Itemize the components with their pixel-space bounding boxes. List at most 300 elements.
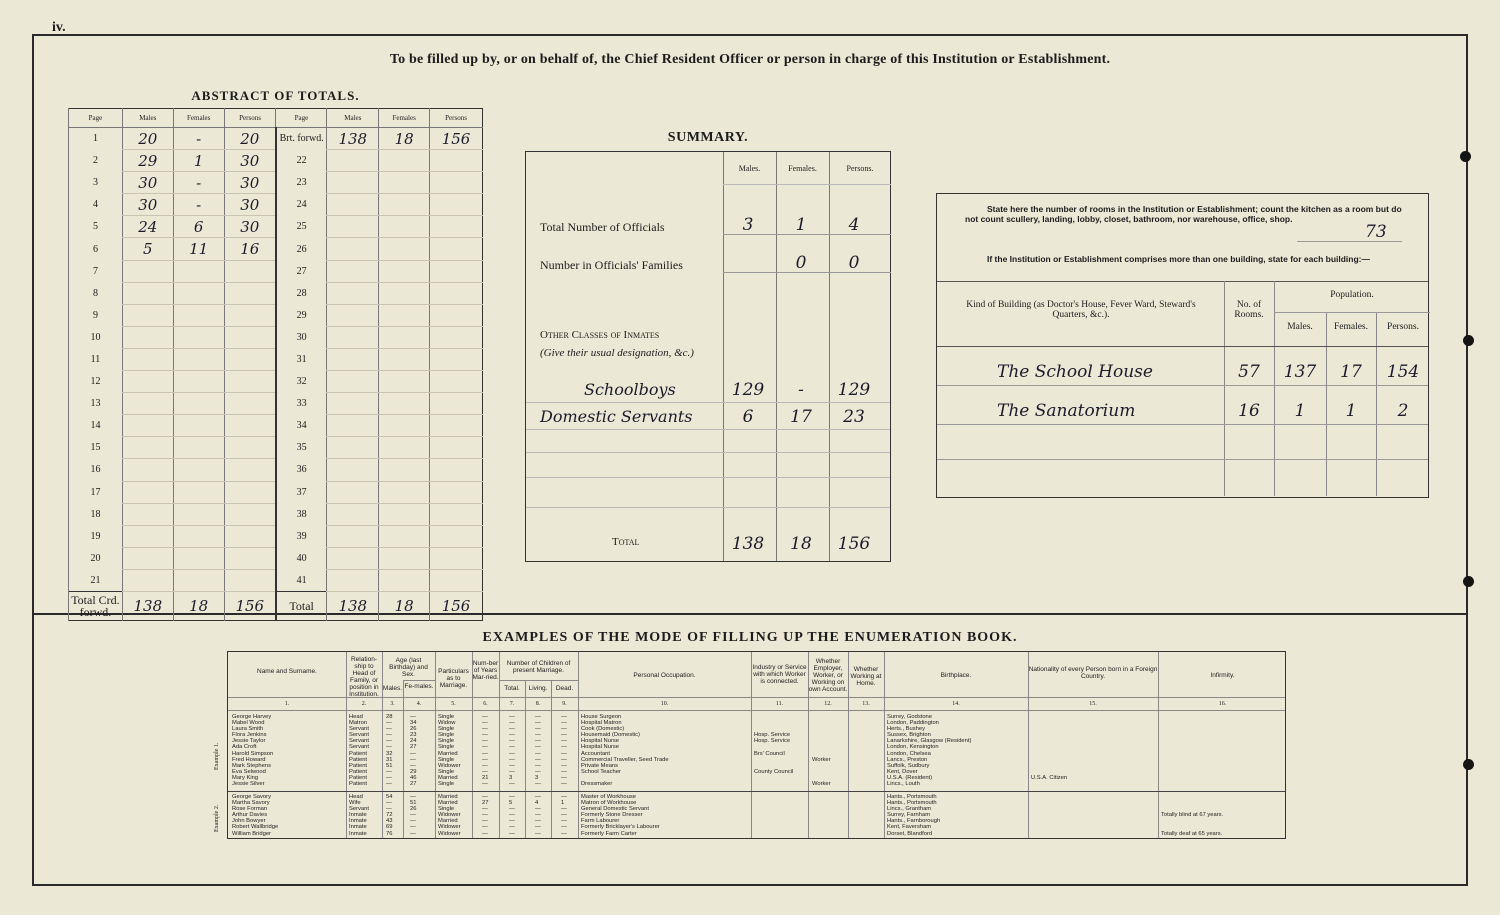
abstract-row xyxy=(69,172,483,194)
example-ch-living-column: — — — — — — — — — — 3 — xyxy=(535,714,541,788)
abstract-value-cell: 5 xyxy=(122,238,173,260)
abstract-page-cell: 7 xyxy=(69,260,123,282)
abstract-page-cell: 12 xyxy=(69,371,123,393)
example-ch-living-column: — 4 — — — — — xyxy=(535,794,541,837)
abstract-value-cell xyxy=(430,503,483,525)
building-kind: The School House xyxy=(997,362,1153,382)
abstract-value-cell xyxy=(327,371,379,393)
abstract-value-cell xyxy=(173,459,224,481)
no-of-rooms-header: No. of Rooms. xyxy=(1234,300,1264,320)
abstract-value-cell: 24 xyxy=(122,216,173,238)
abstract-value-cell: 30 xyxy=(224,172,276,194)
abstract-total-cell: 18 xyxy=(379,591,430,620)
abstract-value-cell xyxy=(379,304,430,326)
abstract-row xyxy=(69,503,483,525)
abstract-value-cell xyxy=(379,348,430,370)
ex-header-nationality: Nationality of every Person born in a Foreign Country. xyxy=(1028,666,1158,680)
example-age-females-column: — 51 26 — — — — xyxy=(410,794,417,837)
abstract-page-cell: 16 xyxy=(69,459,123,481)
building-persons: 2 xyxy=(1397,401,1409,421)
abstract-value-cell xyxy=(430,304,483,326)
abstract-page-cell: 5 xyxy=(69,216,123,238)
ex-column-number: 2. xyxy=(361,701,367,707)
ex-column-number: 5. xyxy=(451,701,456,707)
building-females: 17 xyxy=(1340,362,1362,382)
abstract-page-cell: 38 xyxy=(276,503,327,525)
abstract-value-cell: - xyxy=(173,128,224,150)
abstract-value-cell xyxy=(430,216,483,238)
abstract-page-cell: 1 xyxy=(69,128,123,150)
abstract-page-cell: 27 xyxy=(276,260,327,282)
abstract-value-cell xyxy=(224,348,276,370)
abstract-page-cell: 8 xyxy=(69,282,123,304)
building-instruction: If the Institution or Establishment comprises more than one building, state for each building:— xyxy=(987,254,1371,264)
abstract-value-cell xyxy=(122,393,173,415)
abstract-page-cell: 29 xyxy=(276,304,327,326)
abstract-title: ABSTRACT OF TOTALS. xyxy=(191,88,360,103)
ex-column-number: 13. xyxy=(862,701,870,707)
abstract-value-cell xyxy=(430,172,483,194)
abstract-page-cell: 34 xyxy=(276,415,327,437)
summary-total-females: 18 xyxy=(790,534,812,554)
abstract-page-cell: 40 xyxy=(276,547,327,569)
abstract-value-cell xyxy=(122,260,173,282)
example-occupation-column: Master of Workhouse Matron of Workhouse General Domestic Servant Formerly Stone Dresser Farm Labourer Formerly Bricklayer's Labourer Formerly Farm Carter xyxy=(581,794,660,837)
rooms-table xyxy=(936,193,1429,498)
ex-header-children-dead: Dead. xyxy=(555,685,574,692)
abstract-value-cell xyxy=(379,481,430,503)
ex-header-age-females: Fe-males. xyxy=(404,683,434,690)
abstract-value-cell xyxy=(327,304,379,326)
ex-header-children: Number of Children of present Marriage. xyxy=(506,660,571,674)
building-males: 137 xyxy=(1283,362,1317,382)
page-number: iv. xyxy=(52,20,66,35)
abstract-value-cell xyxy=(173,415,224,437)
abstract-page-cell: 36 xyxy=(276,459,327,481)
abstract-header-3: Persons xyxy=(224,109,276,128)
abstract-value-cell xyxy=(173,569,224,591)
other-classes-note: (Give their usual designation, &c.) xyxy=(540,347,694,359)
example-industry-column: Hosp. Service Hosp. Service Brs' Council County Council xyxy=(754,732,794,775)
abstract-total-cell: Total Crd. forwd. xyxy=(69,591,123,620)
abstract-value-cell xyxy=(173,393,224,415)
ex-column-number: 8. xyxy=(535,701,541,707)
example-years-column: — 27 — — — — — xyxy=(482,794,489,837)
abstract-value-cell xyxy=(379,172,430,194)
example-age-males-column: 54 — — 72 43 69 76 xyxy=(386,794,393,837)
abstract-value-cell: 20 xyxy=(122,128,173,150)
abstract-value-cell xyxy=(327,238,379,260)
abstract-value-cell xyxy=(224,437,276,459)
inmate-females: - xyxy=(798,380,804,400)
abstract-page-cell: 30 xyxy=(276,326,327,348)
page-heading: To be filled up by, or on behalf of, the Chief Resident Officer or person in charge of this Institution or Establishment. xyxy=(389,52,1111,67)
example-2-label: Example 2. xyxy=(214,804,220,832)
example-age-males-column: 28 — — — — — 32 31 51 — — — xyxy=(386,714,393,788)
abstract-header-5: Males xyxy=(327,109,379,128)
abstract-page-cell: 22 xyxy=(276,150,327,172)
abstract-value-cell xyxy=(224,569,276,591)
abstract-value-cell: 30 xyxy=(122,194,173,216)
building-persons: 154 xyxy=(1386,362,1420,382)
abstract-value-cell xyxy=(430,260,483,282)
families-label: Number in Officials' Families xyxy=(540,258,683,272)
abstract-value-cell xyxy=(173,371,224,393)
example-years-column: — — — — — — — — — — 21 — xyxy=(482,714,489,788)
abstract-value-cell xyxy=(173,326,224,348)
abstract-value-cell xyxy=(173,348,224,370)
abstract-row xyxy=(69,569,483,591)
abstract-header-0: Page xyxy=(69,109,123,128)
abstract-value-cell xyxy=(379,415,430,437)
example-age-females-column: — 34 26 23 24 27 — — — 29 46 27 xyxy=(410,714,417,788)
abstract-value-cell xyxy=(327,393,379,415)
abstract-value-cell xyxy=(379,525,430,547)
building-males: 1 xyxy=(1294,401,1306,421)
pop-males-header: Males. xyxy=(1287,322,1313,332)
abstract-value-cell xyxy=(430,415,483,437)
abstract-row xyxy=(69,437,483,459)
abstract-row xyxy=(69,348,483,370)
example-employer-column: Worker Worker xyxy=(812,756,831,788)
abstract-value-cell xyxy=(173,525,224,547)
abstract-value-cell xyxy=(173,260,224,282)
abstract-value-cell: 29 xyxy=(122,150,173,172)
example-marriage-column: Single Widow Single Single Single Single Married Single Widower Single Married Single xyxy=(438,714,461,788)
abstract-value-cell xyxy=(327,569,379,591)
abstract-value-cell xyxy=(173,282,224,304)
abstract-page-cell: 39 xyxy=(276,525,327,547)
abstract-value-cell xyxy=(224,371,276,393)
inmate-persons: 129 xyxy=(837,380,871,400)
abstract-value-cell xyxy=(327,282,379,304)
examples-title: EXAMPLES OF THE MODE OF FILLING UP THE ENUMERATION BOOK. xyxy=(482,630,1018,645)
ex-header-age-males: Males. xyxy=(382,685,403,692)
abstract-value-cell xyxy=(430,525,483,547)
rooms-count: 73 xyxy=(1365,222,1387,242)
example-occupation-column: House Surgeon Hospital Matron Cook (Domestic) Housemaid (Domestic) Hospital Nurse Hospital Nurse Accountant Commercial Traveller, Seed Trade Private Means School Teacher Dressmaker xyxy=(581,714,669,788)
abstract-value-cell: 11 xyxy=(173,238,224,260)
abstract-value-cell xyxy=(430,326,483,348)
abstract-value-cell: 30 xyxy=(122,172,173,194)
abstract-value-cell xyxy=(173,503,224,525)
abstract-row xyxy=(69,150,483,172)
ex-header-age: Age (last Birthday) and Sex. xyxy=(389,657,428,678)
abstract-value-cell xyxy=(173,437,224,459)
abstract-value-cell xyxy=(430,194,483,216)
abstract-value-cell xyxy=(430,569,483,591)
families-persons: 0 xyxy=(848,253,860,273)
abstract-value-cell xyxy=(173,304,224,326)
abstract-page-cell: 31 xyxy=(276,348,327,370)
example-relationship-column: Head Wife Servant Inmate Inmate Inmate Inmate xyxy=(349,794,369,837)
abstract-value-cell xyxy=(327,216,379,238)
summary-total-persons: 156 xyxy=(837,534,871,554)
abstract-row xyxy=(69,459,483,481)
example-ch-dead-column: — — — — — — — — — — — — xyxy=(561,714,567,788)
abstract-total-cell: 18 xyxy=(173,591,224,620)
abstract-page-cell: 20 xyxy=(69,547,123,569)
abstract-row xyxy=(69,304,483,326)
abstract-page-cell: 4 xyxy=(69,194,123,216)
abstract-value-cell xyxy=(327,547,379,569)
abstract-page-cell: 35 xyxy=(276,437,327,459)
example-names-column: George Harvey Mabel Wood Laura Smith Flora Jenkins Jessie Taylor Ada Croft Harold Simpson Fred Howard Mark Stephens Eva Selwood Mary King Jessie Silver xyxy=(232,714,274,788)
abstract-value-cell xyxy=(327,194,379,216)
inmate-designation: Schoolboys xyxy=(584,380,676,399)
summary-total-males: 138 xyxy=(731,534,765,554)
abstract-value-cell xyxy=(224,503,276,525)
abstract-value-cell xyxy=(379,194,430,216)
abstract-value-cell: 30 xyxy=(224,150,276,172)
ex-column-number: 3. xyxy=(390,701,395,707)
example-birthplace-column: Surrey, Godstone London, Paddington Herts., Bushey Sussex, Brighton Lanarkshire, Glasgow (Resident) London, Kensington London, Chelsea Lancs., Preston Suffolk, Sudbury Kent, Dover U.S.A. (Resident) Lincs., Louth xyxy=(887,714,972,788)
abstract-value-cell: 138 xyxy=(327,128,379,150)
abstract-value-cell: - xyxy=(173,172,224,194)
abstract-page-cell: 2 xyxy=(69,150,123,172)
ex-header-years: Num-ber of Years Mar-ried. xyxy=(472,660,499,681)
abstract-value-cell xyxy=(430,547,483,569)
example-relationship-column: Head Matron Servant Servant Servant Servant Patient Patient Patient Patient Patient Patient xyxy=(349,714,369,788)
example-infirmity-column: Totally blind at 67 years. Totally deaf at 65 years. xyxy=(1161,812,1224,837)
punch-hole-icon xyxy=(1463,759,1474,770)
abstract-value-cell xyxy=(379,503,430,525)
inmate-designation: Domestic Servants xyxy=(540,407,693,426)
abstract-total-cell: 156 xyxy=(430,591,483,620)
ex-header-name: Name and Surname. xyxy=(257,668,317,675)
abstract-page-cell: 10 xyxy=(69,326,123,348)
abstract-row xyxy=(69,326,483,348)
abstract-value-cell xyxy=(224,326,276,348)
abstract-value-cell xyxy=(327,415,379,437)
abstract-value-cell xyxy=(327,481,379,503)
abstract-value-cell: 30 xyxy=(224,216,276,238)
abstract-page-cell: 17 xyxy=(69,481,123,503)
abstract-value-cell xyxy=(430,393,483,415)
abstract-value-cell xyxy=(224,415,276,437)
abstract-total-cell: Total xyxy=(276,591,327,620)
abstract-value-cell xyxy=(224,525,276,547)
ex-column-number: 1. xyxy=(284,701,290,707)
abstract-row xyxy=(69,238,483,260)
abstract-value-cell xyxy=(122,304,173,326)
officials-label: Total Number of Officials xyxy=(540,220,665,234)
inmate-females: 17 xyxy=(790,407,812,427)
abstract-value-cell xyxy=(379,393,430,415)
abstract-row xyxy=(69,282,483,304)
abstract-value-cell xyxy=(379,150,430,172)
ex-header-employer: Whether Employer, Worker, or Working on own Account. xyxy=(808,658,848,693)
abstract-table xyxy=(68,108,483,621)
abstract-page-cell: 15 xyxy=(69,437,123,459)
abstract-page-cell: 24 xyxy=(276,194,327,216)
punch-hole-icon xyxy=(1460,151,1471,162)
punch-hole-icon xyxy=(1463,335,1474,346)
abstract-value-cell xyxy=(430,371,483,393)
abstract-value-cell: 156 xyxy=(430,128,483,150)
abstract-value-cell xyxy=(379,216,430,238)
rooms-instruction: State here the number of rooms in the Institution or Establishment; count the kitchen as a room but do not count scullery, landing, lobby, closet, bathroom, nor warehouse, office, shop. xyxy=(965,204,1402,224)
abstract-value-cell xyxy=(379,371,430,393)
abstract-header-row xyxy=(69,109,483,128)
abstract-value-cell: 6 xyxy=(173,216,224,238)
ex-header-home: Whether Working at Home. xyxy=(850,666,882,687)
abstract-value-cell: 30 xyxy=(224,194,276,216)
abstract-value-cell: 20 xyxy=(224,128,276,150)
abstract-value-cell xyxy=(122,437,173,459)
summary-header-males: Males. xyxy=(738,164,761,173)
summary-total-label: Total xyxy=(612,536,640,548)
abstract-value-cell xyxy=(379,547,430,569)
abstract-value-cell xyxy=(173,547,224,569)
abstract-header-1: Males xyxy=(122,109,173,128)
abstract-value-cell xyxy=(327,459,379,481)
abstract-value-cell xyxy=(327,326,379,348)
summary-header-females: Females. xyxy=(788,164,817,173)
punch-hole-icon xyxy=(1463,576,1474,587)
example-names-column: George Savory Martha Savory Rose Forman Arthur Davies John Bowyer Robert Wallbridge William Bridger xyxy=(232,794,279,837)
abstract-value-cell: - xyxy=(173,194,224,216)
examples-table xyxy=(227,651,1286,839)
abstract-total-cell: 138 xyxy=(327,591,379,620)
abstract-total-row xyxy=(69,591,483,620)
building-kind: The Sanatorium xyxy=(997,401,1136,421)
abstract-value-cell xyxy=(122,326,173,348)
abstract-row xyxy=(69,216,483,238)
abstract-row xyxy=(69,525,483,547)
abstract-value-cell xyxy=(379,437,430,459)
inmate-males: 129 xyxy=(731,380,765,400)
ex-column-number: 7. xyxy=(509,701,515,707)
abstract-row xyxy=(69,371,483,393)
ex-header-birthplace: Birthplace. xyxy=(940,672,972,679)
abstract-value-cell xyxy=(430,348,483,370)
abstract-page-cell: 25 xyxy=(276,216,327,238)
ex-header-marriage: Particulars as to Marriage. xyxy=(438,668,469,689)
abstract-page-cell: 11 xyxy=(69,348,123,370)
officials-persons: 4 xyxy=(848,215,860,235)
example-ch-total-column: — — — — — — — — — — 3 — xyxy=(509,714,515,788)
summary-table xyxy=(525,151,891,562)
building-rooms: 57 xyxy=(1238,362,1260,382)
abstract-page-cell: 32 xyxy=(276,371,327,393)
abstract-value-cell xyxy=(430,282,483,304)
example-birthplace-column: Hants., Portsmouth Hants., Portsmouth Lincs., Grantham Surrey, Farnham Hants., Farnborough Kent, Faversham Dorset, Blandford xyxy=(887,794,941,837)
ex-column-number: 9. xyxy=(562,701,567,707)
abstract-value-cell xyxy=(430,481,483,503)
abstract-value-cell xyxy=(224,282,276,304)
abstract-value-cell: 1 xyxy=(173,150,224,172)
abstract-value-cell xyxy=(224,481,276,503)
abstract-row xyxy=(69,415,483,437)
abstract-value-cell xyxy=(430,238,483,260)
abstract-page-cell: 26 xyxy=(276,238,327,260)
abstract-page-cell: 13 xyxy=(69,393,123,415)
abstract-value-cell xyxy=(379,459,430,481)
kind-of-building-header: Kind of Building (as Doctor's House, Fever Ward, Steward's Quarters, &c.). xyxy=(966,300,1196,320)
abstract-row xyxy=(69,194,483,216)
abstract-page-cell: 18 xyxy=(69,503,123,525)
abstract-value-cell xyxy=(122,569,173,591)
building-rooms: 16 xyxy=(1238,401,1260,421)
abstract-value-cell xyxy=(430,150,483,172)
example-marriage-column: Married Married Single Widower Married Widower Widower xyxy=(438,794,461,837)
abstract-page-cell: 14 xyxy=(69,415,123,437)
abstract-value-cell xyxy=(379,260,430,282)
abstract-value-cell xyxy=(122,459,173,481)
building-females: 1 xyxy=(1345,401,1357,421)
abstract-header-2: Females xyxy=(173,109,224,128)
abstract-value-cell xyxy=(327,260,379,282)
abstract-page-cell: 37 xyxy=(276,481,327,503)
officials-males: 3 xyxy=(742,215,754,235)
example-ch-total-column: — 5 — — — — — xyxy=(509,794,515,837)
abstract-value-cell xyxy=(327,503,379,525)
ex-header-infirmity: Infirmity. xyxy=(1210,672,1235,679)
abstract-page-cell: 28 xyxy=(276,282,327,304)
abstract-value-cell xyxy=(122,282,173,304)
abstract-value-cell xyxy=(122,415,173,437)
abstract-header-6: Females xyxy=(379,109,430,128)
inmate-males: 6 xyxy=(742,407,754,427)
abstract-total-cell: 138 xyxy=(122,591,173,620)
ex-header-children-living: Living. xyxy=(528,685,548,692)
abstract-value-cell xyxy=(430,437,483,459)
ex-column-number: 10. xyxy=(660,701,669,707)
ex-column-number: 6. xyxy=(483,701,488,707)
families-females: 0 xyxy=(795,253,807,273)
abstract-row xyxy=(69,547,483,569)
example-nationality-column: U.S.A. Citizen xyxy=(1031,774,1068,781)
abstract-value-cell xyxy=(122,547,173,569)
abstract-row xyxy=(69,393,483,415)
abstract-page-cell: Brt. forwd. xyxy=(276,128,327,150)
ex-header-children-total: Total. xyxy=(504,685,520,692)
abstract-value-cell: 16 xyxy=(224,238,276,260)
abstract-page-cell: 21 xyxy=(69,569,123,591)
abstract-page-cell: 41 xyxy=(276,569,327,591)
abstract-value-cell xyxy=(327,150,379,172)
ex-column-number: 4. xyxy=(416,701,422,707)
abstract-value-cell xyxy=(379,326,430,348)
abstract-page-cell: 3 xyxy=(69,172,123,194)
abstract-value-cell xyxy=(224,260,276,282)
ex-header-occupation: Personal Occupation. xyxy=(633,672,696,679)
ex-column-number: 16. xyxy=(1218,701,1227,707)
example-1-label: Example 1. xyxy=(214,742,220,770)
abstract-value-cell xyxy=(224,547,276,569)
summary-header-persons: Persons. xyxy=(846,164,874,173)
ex-column-number: 14. xyxy=(952,701,960,707)
population-header: Population. xyxy=(1330,290,1374,300)
ex-header-industry: Industry or Service with which Worker is connected. xyxy=(752,664,807,685)
ex-column-number: 12. xyxy=(824,701,832,707)
abstract-value-cell xyxy=(122,503,173,525)
abstract-row xyxy=(69,260,483,282)
abstract-value-cell xyxy=(327,172,379,194)
abstract-header-4: Page xyxy=(276,109,327,128)
other-classes-label: Other Classes of Inmates xyxy=(540,329,660,341)
abstract-value-cell xyxy=(122,348,173,370)
abstract-value-cell xyxy=(122,481,173,503)
abstract-value-cell xyxy=(430,459,483,481)
abstract-header-7: Persons xyxy=(430,109,483,128)
abstract-value-cell xyxy=(224,459,276,481)
summary-title: SUMMARY. xyxy=(667,130,749,145)
ex-column-number: 15. xyxy=(1089,701,1097,707)
abstract-value-cell xyxy=(327,525,379,547)
abstract-row xyxy=(69,481,483,503)
